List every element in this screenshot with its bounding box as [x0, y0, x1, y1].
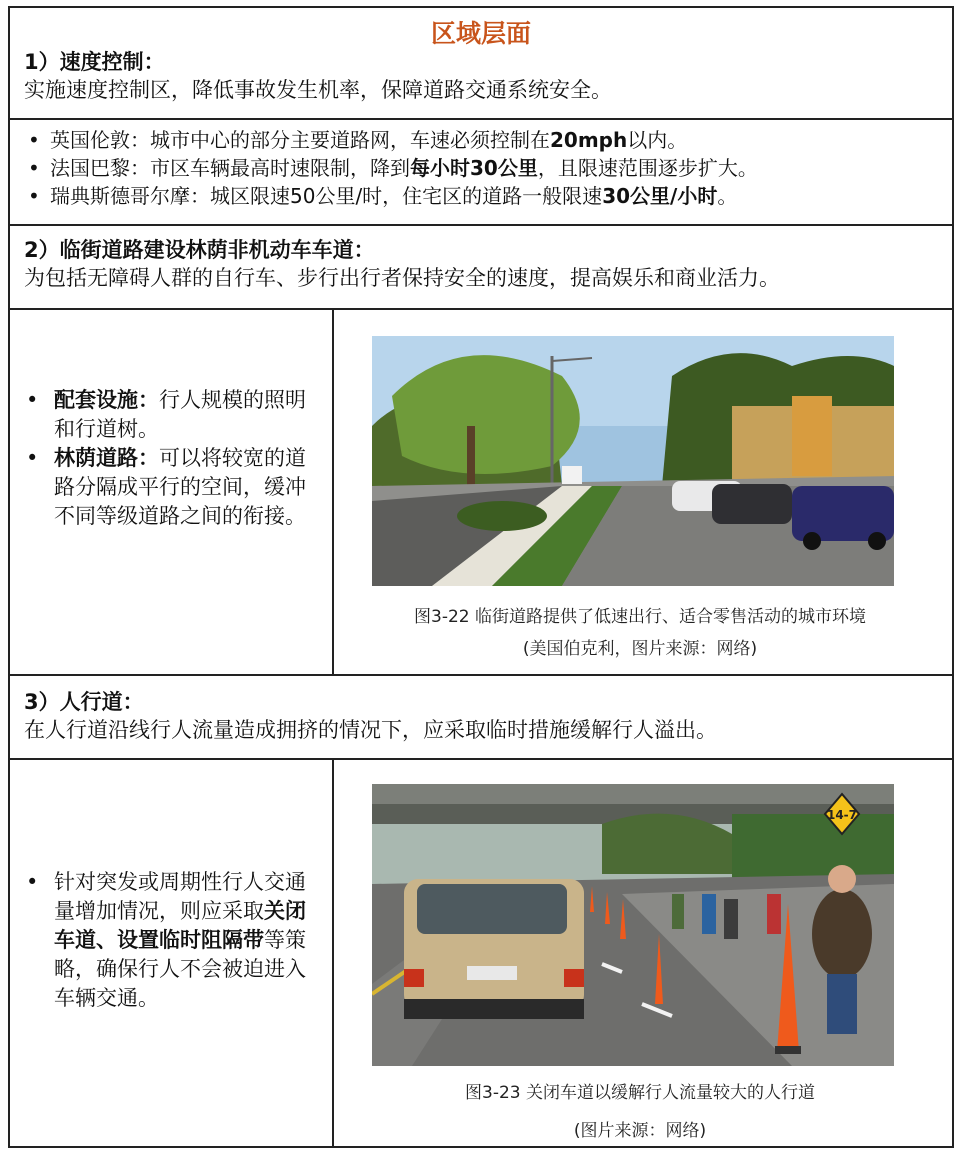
- list-item: • 法国巴黎：市区车辆最高时速限制，降到每小时30公里，且限速范围逐步扩大。: [28, 156, 758, 180]
- divider: [10, 224, 952, 226]
- divider: [10, 118, 952, 120]
- road-sign-text: 14-7: [826, 808, 858, 822]
- section2-header: [10, 236, 952, 292]
- section1-examples: [10, 126, 952, 210]
- figure-caption: [340, 604, 940, 662]
- caption-source: (美国伯克利，图片来源：网络): [522, 639, 758, 659]
- section2-body: 为包括无障碍人群的自行车、步行出行者保持安全的速度，提高娱乐和商业活力。: [24, 266, 780, 290]
- section3-body: 在人行道沿线行人流量造成拥挤的情况下，应采取临时措施缓解行人溢出。: [24, 718, 717, 742]
- caption-line: 图3-23 关闭车道以缓解行人流量较大的人行道: [465, 1083, 815, 1103]
- caption-line: 图3-22 临街道路提供了低速出行、适合零售活动的城市环境: [414, 607, 866, 627]
- divider: [10, 758, 952, 760]
- section1-heading: 1）速度控制：: [24, 50, 165, 74]
- divider: [10, 674, 952, 676]
- list-item: • 瑞典斯德哥尔摩：城区限速50公里/时，住宅区的道路一般限速30公里/小时。: [28, 184, 738, 208]
- column-divider: [332, 758, 334, 1148]
- list-item: • 针对突发或周期性行人交通量增加情况，则应采取关闭车道、设置临时阻隔带等策略，确保行人不会被迫进入车辆交通。: [26, 870, 306, 1010]
- divider: [10, 308, 952, 310]
- example-list: [24, 126, 952, 210]
- document-frame: [8, 6, 954, 1148]
- section3-header: [10, 688, 952, 744]
- page-title: 区域层面: [430, 19, 531, 48]
- figure-caption: [340, 1080, 940, 1144]
- list-item: • 英国伦敦：城市中心的部分主要道路网，车速必须控制在20mph以内。: [28, 128, 688, 152]
- section2-heading: 2）临街道路建设林荫非机动车车道：: [24, 238, 375, 262]
- section1-header: [10, 48, 952, 104]
- caption-source: (图片来源：网络): [573, 1121, 707, 1141]
- section3-heading: 3）人行道：: [24, 690, 144, 714]
- section1-body: 实施速度控制区，降低事故发生机率，保障道路交通系统安全。: [24, 78, 612, 102]
- list-item: • 林荫道路：可以将较宽的道路分隔成平行的空间，缓冲不同等级道路之间的衔接。: [26, 446, 306, 528]
- list-item: • 配套设施：行人规模的照明和行道树。: [26, 388, 306, 441]
- sidewalk-photo: [372, 784, 894, 1066]
- section2-items: [12, 386, 312, 531]
- column-divider: [332, 308, 334, 674]
- street-photo: [372, 336, 894, 586]
- section3-item: [12, 868, 312, 1013]
